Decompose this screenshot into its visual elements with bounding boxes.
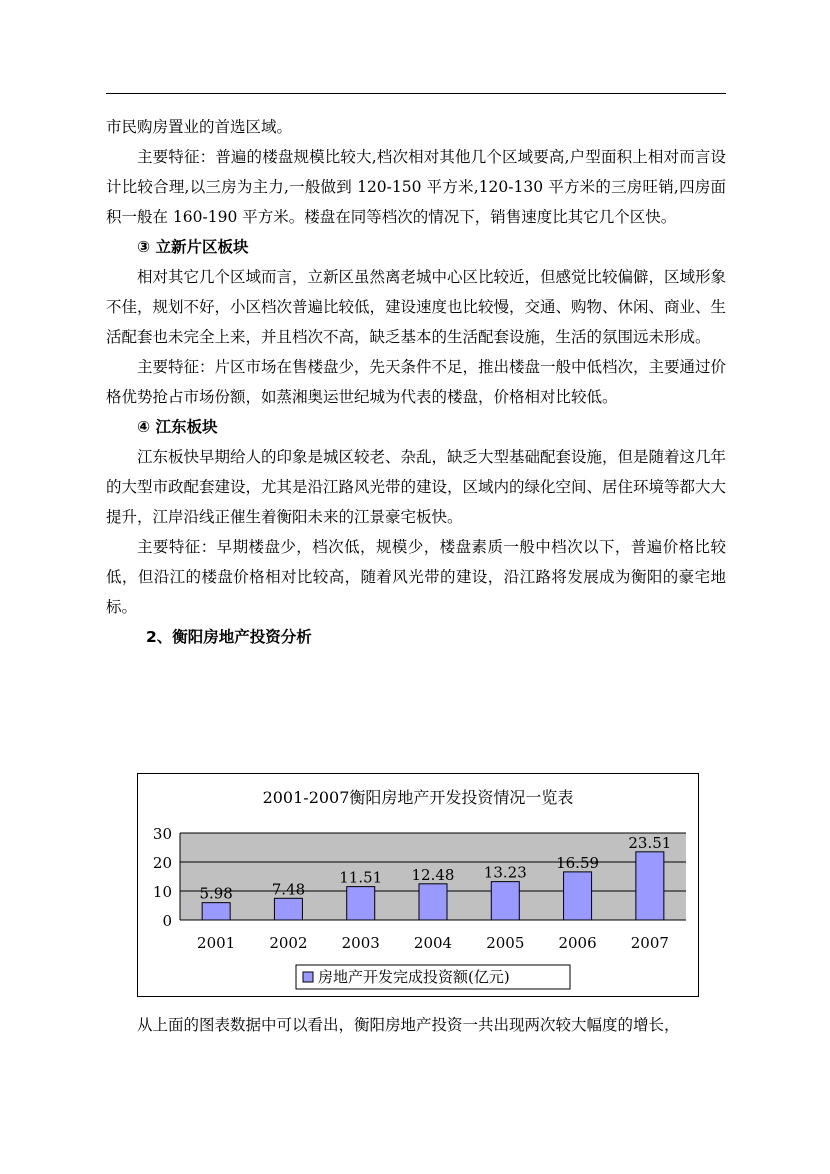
chart-plot-area [153,825,686,952]
paragraph: 市民购房置业的首选区域。 [106,118,293,136]
bar-value-label: 7.48 [271,880,306,899]
bar-value-label: 5.98 [199,884,233,903]
x-tick-label: 2002 [269,934,308,952]
x-tick-label: 2007 [630,934,669,952]
x-tick-label: 2004 [413,934,453,952]
header-rule [106,93,726,94]
x-tick-label: 2005 [486,934,525,952]
bar-value-label: 13.23 [483,863,527,882]
chart-legend [296,965,570,989]
bar-2004 [419,884,447,920]
bar-2002 [274,898,302,920]
paragraph: 主要特征：普遍的楼盘规模比较大,档次相对其他几个区域要高,户型面积上相对而言设计比较合理,以三房为主力,一般做到 120-150 平方米,120-130 平方米的三房旺销,四房面积一般在 160-190 平方米。楼盘在同等档次的情况下，销售速度比其它几个区快。 [106,148,726,226]
chart-svg [138,774,698,996]
paragraph: 主要特征：早期楼盘少，档次低，规模少，楼盘素质一般中档次以下，普遍价格比较低，但沿江的楼盘价格相对比较高，随着风光带的建设，沿江路将发展成为衡阳的豪宅地标。 [106,538,726,616]
document-body [106,112,726,652]
bar-2006 [564,872,592,920]
y-tick-label: 10 [152,883,172,901]
y-tick-label: 20 [152,854,172,872]
legend-label: 房地产开发完成投资额(亿元) [318,968,510,986]
legend-swatch [303,972,313,982]
closing-text: 从上面的图表数据中可以看出，衡阳房地产投资一共出现两次较大幅度的增长， [137,1016,680,1034]
chart-title: 2001-2007衡阳房地产开发投资情况一览表 [262,788,574,807]
x-tick-label: 2006 [558,934,597,952]
x-tick-label: 2003 [341,934,380,952]
bar-2003 [347,887,375,920]
bar-2007 [636,852,664,920]
paragraph: 江东板快早期给人的印象是城区较老、杂乱，缺乏大型基础配套设施，但是随着这几年的大型市政配套建设，尤其是沿江路风光带的建设，区域内的绿化空间、居住环境等都大大提升，江岸沿线正催生着衡阳未来的江景豪宅板快。 [106,448,727,526]
section-heading: ④ 江东板块 [137,418,218,436]
bar-value-label: 12.48 [411,865,455,884]
paragraph: 相对其它几个区域而言，立新区虽然离老城中心区比较近，但感觉比较偏僻，区域形象不佳，规划不好，小区档次普遍比较低，建设速度也比较慢，交通、购物、休闲、商业、生活配套也未完全上来，并且档次不高，缺乏基本的生活配套设施，生活的氛围远未形成。 [106,268,727,346]
y-tick-label: 30 [152,825,172,843]
investment-chart [137,773,699,997]
closing-paragraph [106,1010,726,1040]
y-tick-label: 0 [162,912,172,930]
bar-2001 [202,903,230,920]
subsection-heading: 2、衡阳房地产投资分析 [146,628,312,646]
bar-value-label: 23.51 [628,833,672,852]
x-tick-label: 2001 [197,934,236,952]
bar-value-label: 16.59 [556,853,600,872]
bar-2005 [491,882,519,920]
section-heading: ③ 立新片区板块 [137,238,249,256]
bar-value-label: 11.51 [339,868,383,887]
paragraph: 主要特征：片区市场在售楼盘少，先天条件不足，推出楼盘一般中低档次，主要通过价格优势抢占市场份额，如蒸湘奥运世纪城为代表的楼盘，价格相对比较低。 [106,358,727,406]
